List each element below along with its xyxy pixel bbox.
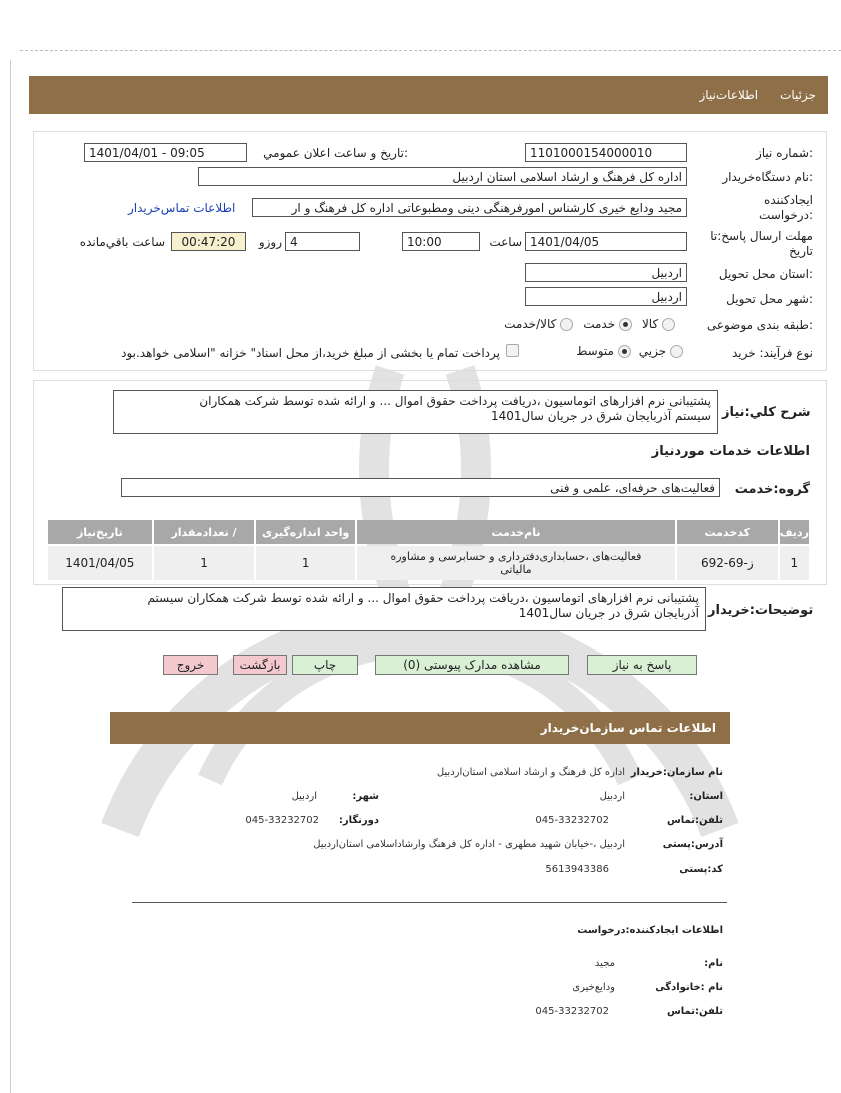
checkbox-icon[interactable] bbox=[506, 344, 519, 357]
cell-service-code: ز-69-692 bbox=[677, 546, 778, 580]
city-contact-value: اردبیل bbox=[291, 791, 317, 802]
page-header bbox=[29, 76, 828, 114]
day-label: روزو bbox=[258, 235, 282, 249]
creator-info-title: اطلاعات ایجادکننده:درخواست bbox=[577, 925, 723, 936]
services-heading: اطلاعات خدمات موردنیاز bbox=[651, 444, 810, 459]
postal-value: 5613943386 bbox=[545, 864, 609, 875]
phone-value: 045-33232702 bbox=[535, 815, 609, 826]
col-quantity: / تعدادمقدار bbox=[154, 520, 255, 544]
reply-button[interactable]: پاسخ به نیاز bbox=[587, 655, 697, 675]
tab-need-info[interactable]: اطلاعات‌نیاز bbox=[699, 88, 759, 102]
process-radio-group bbox=[555, 344, 683, 358]
radio-goods-service-icon[interactable] bbox=[560, 318, 573, 331]
creator-label: ایجادکننده درخواست: bbox=[759, 193, 813, 222]
col-row: ردیف bbox=[780, 520, 809, 544]
need-number-field[interactable]: 1101000154000010 bbox=[525, 143, 687, 162]
radio-medium-label: متوسط bbox=[576, 344, 614, 358]
col-need-date: تاریخ‌نیاز bbox=[48, 520, 152, 544]
cell-service-name: فعالیت‌های ،حسابداری‌دفترداری و حسابرسی و مشاوره مالیاتی bbox=[357, 546, 675, 580]
summary-line-2: سیستم آذربایجان شرق در جریان سال1401 bbox=[490, 409, 711, 423]
treasury-checkbox[interactable] bbox=[506, 343, 519, 357]
postal-label: کد:پستی bbox=[679, 864, 723, 875]
deadline-time-field[interactable]: 10:00 bbox=[402, 232, 480, 251]
radio-medium-icon[interactable] bbox=[618, 345, 631, 358]
radio-service-icon[interactable] bbox=[619, 318, 632, 331]
creator-field[interactable]: مجید ودایع خیری کارشناس امورفرهنگی دینی ومطبوعاتی اداره کل فرهنگ و ار bbox=[252, 198, 687, 217]
services-table bbox=[46, 518, 811, 582]
summary-label: شرح کلي:نیاز bbox=[722, 405, 811, 420]
remaining-time-field: 00:47:20 bbox=[171, 232, 246, 251]
province-label: استان محل تحویل: bbox=[718, 267, 813, 281]
org-label: نام سازمان:خریدار bbox=[630, 767, 723, 778]
cell-quantity: 1 bbox=[154, 546, 255, 580]
category-radio-group bbox=[440, 317, 675, 331]
radio-partial[interactable] bbox=[639, 344, 683, 358]
deadline-label: مهلت ارسال پاسخ:تا تاریخ bbox=[710, 229, 813, 258]
radio-goods-icon[interactable] bbox=[662, 318, 675, 331]
buyer-notes-text bbox=[62, 587, 706, 631]
hour-label: ساعت bbox=[489, 235, 522, 249]
radio-goods[interactable] bbox=[642, 317, 675, 331]
city-contact-label: :شهر bbox=[352, 791, 379, 802]
deadline-date-field[interactable]: 1401/04/05 bbox=[525, 232, 687, 251]
category-label: طبقه بندی موضوعی: bbox=[706, 318, 813, 332]
province-field[interactable]: اردبیل bbox=[525, 263, 687, 282]
cell-need-date: 1401/04/05 bbox=[48, 546, 152, 580]
table-row bbox=[48, 546, 809, 580]
creator-phone-value: 045-33232702 bbox=[535, 1006, 609, 1017]
col-service-name: نام‌خدمت bbox=[357, 520, 675, 544]
radio-medium[interactable] bbox=[576, 344, 631, 358]
process-label: نوع فرآیند: خرید bbox=[732, 346, 813, 360]
province-contact-value: اردبیل bbox=[599, 791, 625, 802]
table-header-row bbox=[48, 520, 809, 544]
remaining-label: ساعت باقي‌مانده bbox=[79, 235, 165, 249]
col-unit: واحد اندازه‌گیری bbox=[256, 520, 355, 544]
buyer-notes-line-2: آذربایجان شرق در جریان سال1401 bbox=[518, 606, 699, 620]
buyer-notes-line-1: پشتیبانی نرم افزارهای اتوماسیون ،دریافت پرداخت حقوق اموال ... و ارائه شده توسط شرکت همکاران سیستم bbox=[147, 591, 699, 605]
radio-partial-icon[interactable] bbox=[670, 345, 683, 358]
top-divider bbox=[20, 50, 841, 51]
creator-phone-label: تلفن:تماس bbox=[666, 1006, 723, 1017]
summary-line-1: پشتیبانی نرم افزارهای اتوماسیون ،دریافت پرداخت حقوق اموال ... و ارائه شده توسط شرکت همکاران bbox=[199, 394, 711, 408]
province-contact-label: :استان bbox=[689, 791, 723, 802]
fax-label: :دورنگار bbox=[338, 815, 379, 826]
radio-goods-service[interactable] bbox=[504, 317, 573, 331]
announce-field[interactable]: 1401/04/01 - 09:05 bbox=[84, 143, 247, 162]
city-label: شهر محل تحویل: bbox=[726, 292, 813, 306]
creator-name-value: مجید bbox=[594, 958, 615, 969]
creator-family-label: نام :خانوادگی bbox=[655, 982, 723, 993]
summary-text bbox=[113, 390, 718, 434]
cell-row: 1 bbox=[780, 546, 809, 580]
address-value: اردبیل ،-خیابان شهید مطهری - اداره کل فرهنگ وارشاداسلامی استان‌اردبیل bbox=[313, 839, 625, 850]
group-field[interactable]: فعالیت‌های حرفه‌ای، علمی و فنی bbox=[121, 478, 720, 497]
buyer-contact-link[interactable]: اطلاعات تماس‌خریدار bbox=[128, 201, 236, 215]
radio-service-label: خدمت bbox=[583, 317, 616, 331]
org-value: اداره کل فرهنگ و ارشاد اسلامی استان‌اردبیل bbox=[436, 767, 625, 778]
radio-partial-label: جزیي bbox=[638, 344, 667, 358]
payment-note: پرداخت تمام یا بخشی از مبلغ خرید،از محل اسناد" خزانه "اسلامی خواهد.بود bbox=[121, 346, 500, 360]
print-button[interactable]: چاپ bbox=[292, 655, 358, 675]
left-border bbox=[10, 60, 11, 1093]
radio-service[interactable] bbox=[583, 317, 632, 331]
exit-button[interactable]: خروج bbox=[163, 655, 218, 675]
col-service-code: کدخدمت bbox=[677, 520, 778, 544]
creator-name-label: :نام bbox=[704, 958, 723, 969]
radio-goods-label: کالا bbox=[641, 317, 659, 331]
contact-section-header bbox=[110, 712, 730, 744]
buyer-org-label: نام دستگاه‌خریدار: bbox=[722, 170, 813, 184]
need-number-label: شماره نیاز: bbox=[755, 146, 813, 160]
phone-label: تلفن:تماس bbox=[666, 815, 723, 826]
tab-details[interactable]: جزئیات bbox=[780, 88, 816, 102]
city-field[interactable]: اردبیل bbox=[525, 287, 687, 306]
fax-value: 045-33232702 bbox=[245, 815, 319, 826]
view-docs-button[interactable]: مشاهده مدارک پیوستی (0) bbox=[375, 655, 569, 675]
announce-label: تاریخ و ساعت اعلان عمومي: bbox=[263, 146, 408, 160]
buyer-notes-label: توضیحات:خریدار bbox=[708, 603, 814, 618]
cell-unit: 1 bbox=[256, 546, 355, 580]
buyer-org-field[interactable]: اداره کل فرهنگ و ارشاد اسلامی استان اردبیل bbox=[198, 167, 687, 186]
contact-title: اطلاعات تماس سازمان‌خریدار bbox=[540, 721, 716, 735]
radio-goods-service-label: کالا/خدمت bbox=[504, 317, 557, 331]
creator-family-value: ودایع‌خیری bbox=[572, 982, 615, 993]
back-button[interactable]: بازگشت bbox=[233, 655, 287, 675]
group-label: گروه:خدمت bbox=[734, 482, 810, 497]
days-field[interactable]: 4 bbox=[285, 232, 360, 251]
contact-divider bbox=[132, 902, 727, 903]
address-label: آدرس:پستی bbox=[662, 839, 723, 850]
